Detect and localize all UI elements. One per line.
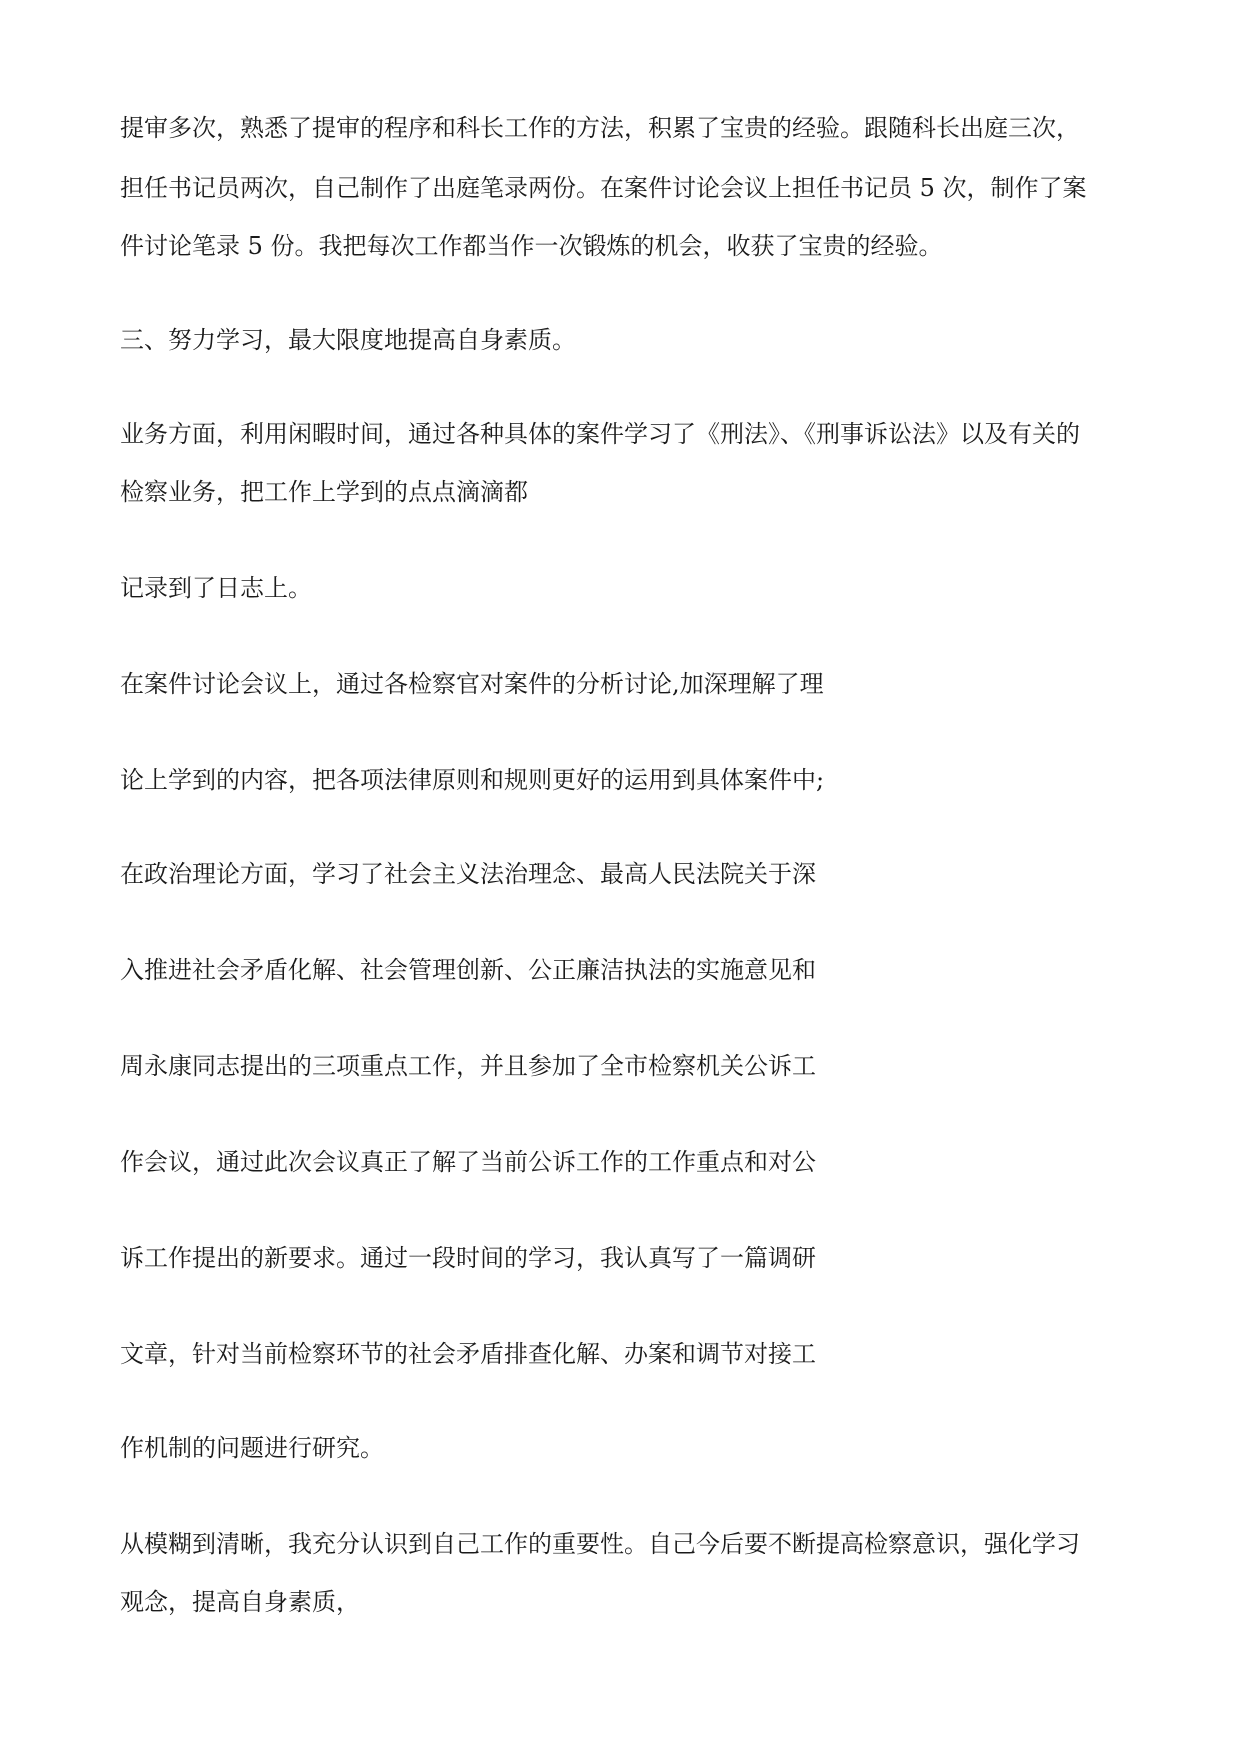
text-line: 检察业务，把工作上学到的点点滴滴都 (120, 478, 528, 506)
text-line: 周永康同志提出的三项重点工作，并且参加了全市检察机关公诉工 (120, 1052, 816, 1080)
text-line: 作会议，通过此次会议真正了解了当前公诉工作的工作重点和对公 (120, 1148, 816, 1176)
text-line: 文章，针对当前检察环节的社会矛盾排查化解、办案和调节对接工 (120, 1340, 816, 1368)
text-line: 业务方面，利用闲暇时间，通过各种具体的案件学习了《刑法》、《刑事诉讼法》以及有关的 (120, 420, 1080, 448)
text-line: 件讨论笔录 5 份。我把每次工作都当作一次锻炼的机会，收获了宝贵的经验。 (120, 232, 943, 260)
text-line: 提审多次，熟悉了提审的程序和科长工作的方法，积累了宝贵的经验。跟随科长出庭三次， (120, 114, 1080, 142)
text-line: 观念，提高自身素质， (120, 1588, 360, 1616)
text-line: 论上学到的内容，把各项法律原则和规则更好的运用到具体案件中; (120, 766, 825, 794)
text-line: 从模糊到清晰，我充分认识到自己工作的重要性。自己今后要不断提高检察意识，强化学习 (120, 1530, 1080, 1558)
text-line: 在政治理论方面，学习了社会主义法治理念、最高人民法院关于深 (120, 860, 816, 888)
text-line: 诉工作提出的新要求。通过一段时间的学习，我认真写了一篇调研 (120, 1244, 816, 1272)
text-line: 入推进社会矛盾化解、社会管理创新、公正廉洁执法的实施意见和 (120, 956, 816, 984)
text-line: 记录到了日志上。 (120, 574, 312, 602)
text-line: 在案件讨论会议上，通过各检察官对案件的分析讨论,加深理解了理 (120, 670, 824, 698)
text-line: 担任书记员两次，自己制作了出庭笔录两份。在案件讨论会议上担任书记员 5 次，制作了案 (120, 174, 1087, 202)
text-line: 作机制的问题进行研究。 (120, 1434, 384, 1462)
section-heading: 三、努力学习，最大限度地提高自身素质。 (120, 326, 576, 354)
